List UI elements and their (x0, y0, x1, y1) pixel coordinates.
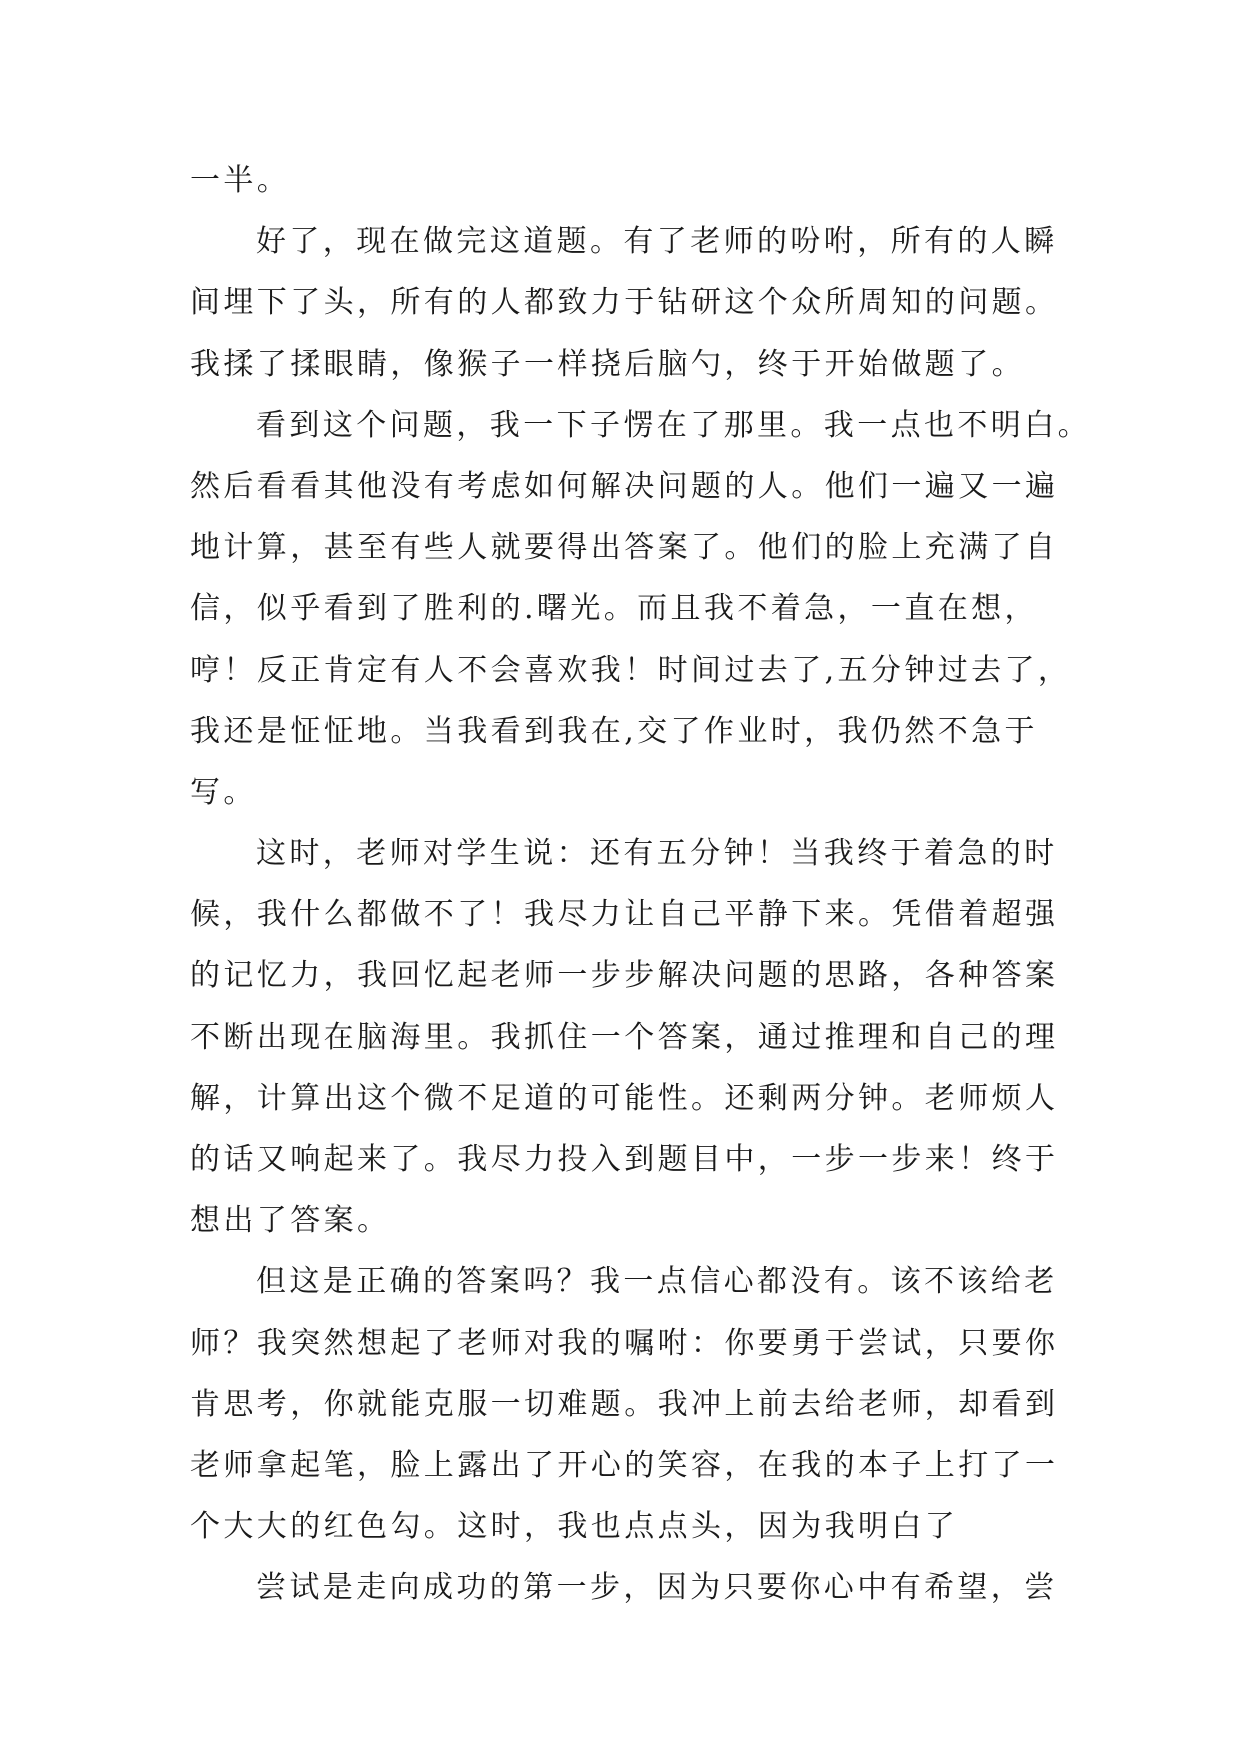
text-line: 老师拿起笔，脸上露出了开心的笑容，在我的本子上打了一 (190, 1447, 1059, 1483)
text-line: 地计算，甚至有些人就要得出答案了。他们的脸上充满了自 (190, 530, 1059, 566)
essay-body (190, 150, 1091, 1619)
text-line: 写。 (190, 774, 257, 810)
text-line: 哼！反正肯定有人不会喜欢我！时间过去了,五分钟过去了， (190, 652, 1072, 688)
text-line: 师？我突然想起了老师对我的嘱咐：你要勇于尝试，只要你 (190, 1325, 1059, 1361)
text-line: 但这是正确的答案吗？我一点信心都没有。该不该给老 (256, 1264, 1058, 1300)
text-line: 信，似乎看到了胜利的.曙光。而且我不着急，一直在想， (190, 591, 1038, 627)
text-line: 然后看看其他没有考虑如何解决问题的人。他们一遍又一遍 (190, 468, 1059, 504)
text-line: 一半。 (190, 163, 291, 198)
text-line: 肯思考，你就能克服一切难题。我冲上前去给老师，却看到 (190, 1386, 1059, 1422)
text-line: 间埋下了头，所有的人都致力于钻研这个众所周知的问题。 (190, 285, 1059, 321)
text-line: 候，我什么都做不了！我尽力让自己平静下来。凭借着超强 (190, 897, 1059, 933)
text-line: 我揉了揉眼睛，像猴子一样挠后脑勺，终于开始做题了。 (190, 346, 1025, 382)
text-line: 这时，老师对学生说：还有五分钟！当我终于着急的时 (256, 836, 1058, 872)
text-line: 我还是怔怔地。当我看到我在,交了作业时，我仍然不急于 (190, 713, 1038, 749)
text-line: 解，计算出这个微不足道的可能性。还剩两分钟。老师烦人 (190, 1080, 1059, 1116)
text-line: 个大大的红色勾。这时，我也点点头，因为我明白了 (190, 1509, 959, 1545)
text-line: 好了，现在做完这道题。有了老师的吩咐，所有的人瞬 (256, 224, 1058, 260)
text-line: 尝试是走向成功的第一步，因为只要你心中有希望，尝 (256, 1570, 1058, 1606)
text-line: 的话又响起来了。我尽力投入到题目中，一步一步来！终于 (190, 1142, 1059, 1177)
text-line: 不断出现在脑海里。我抓住一个答案，通过推理和自己的理 (190, 1019, 1059, 1055)
text-line: 的记忆力，我回忆起老师一步步解决问题的思路，各种答案 (190, 958, 1059, 994)
text-line: 想出了答案。 (190, 1203, 391, 1239)
text-line: 看到这个问题，我一下子愣在了那里。我一点也不明白。 (256, 407, 1091, 443)
